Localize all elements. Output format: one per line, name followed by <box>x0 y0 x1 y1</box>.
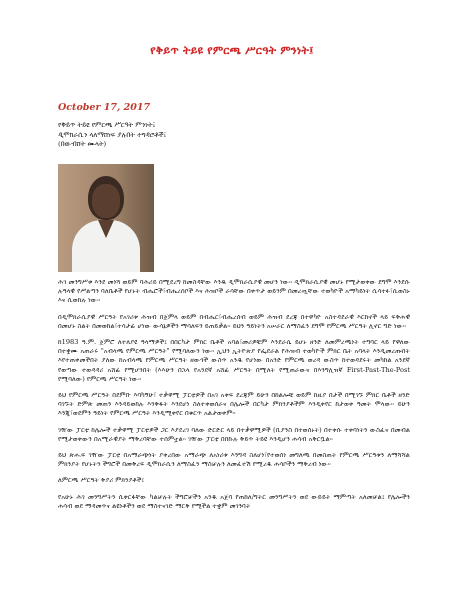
section-heading: ለምርጫ ሥርዓት ቅያሪ ምክንያቶች፤ <box>58 476 145 485</box>
paragraph: ይህ የምርጫ ሥርዓት በደምቡ እባካኝሁ፣ ተቃዋሚ ፓርቲዎች በአገ አቀፍ ደረጃም ይሁን በከልሎቹ ወይም ከዚያ በታች በሚገኙ ምክር ቤቶች ዘንድ ባገኙት ድምጽ መጠን እንዳይወከሉ እንቅፋት እንደሆነ ስለተቀወሰራና በሌሎች በርካታ ምክንያቶችም እንዲቀየር ከታወቀ ዓመት ሞላው፡፡ ይሁን እንጂ፣ወደምን ዓይነት የምርጫ ሥርዓት እንዲሚቀየር በቁርጥ አልታወቀም፡፡ <box>58 391 410 418</box>
meta-line-title: የቅይጥ ትይዩ የምርጫ ሥርዓት ምንነት፤ <box>58 121 156 129</box>
document-title: የቅይጥ ትይዩ የምርጫ ሥርዓት ምንነት፤ <box>150 44 314 57</box>
paragraph: በዲሞክራሲያዊ ሥርዓት የአገሪቱ ሕዝብ በጀምላ ወይም በብሔር፣ብሔረሰብ ወይም ሕዝብ ደረጃ በተዋካዮ አስተዳደራዊ እርከኖች ላይ ፍቅሐዊ በመሆኑ ስልት በመወከል፣ተሳታፊ ሆነው ውሳኔዎችን ማሳለፍን ይጠይቃል፡፡ ይህን ዓይነትን አሠራር ለማስፈን ደግሞ የምርጫ ሥርዓት ሊኖር ግድ ነው፡፡ <box>58 312 410 330</box>
paragraph: ገዥው ፓርቲ ከሌሎች ተቃዋሚ ፓርቲዎች ጋር እያደረገ ባለው ድርድር ላይ በተቃዋሚዎች (ቢያንስ በተወሰኑት) በተቀሱ ተቀባነትን ውስፈና በመብል የሚታወቀውን በአሚራዊያት ማቅረባቸው ተሰምቷል፡፡ ገዥው ፓርቲ በበኩሉ ቅይጥ ትይዩ እንዲሆን ሐሳብ አቅርቧል፡፡ <box>58 425 410 443</box>
meta-line-subtitle: ዲሞክራሲን ላለማሸነፍ ያሉበት ተግዳሮቶች፤ <box>58 130 167 139</box>
paragraph: ከ1983 ዓ.ም. ጀምሮ ለተለያዩ ዓላማዎች፤ በበርካታ ምክር ቤቶች አባል፣መሪዎቹም እንደራሴ ይሆኑ ዘንድ ለመምረጫነት ተግባር ላይ የዋለው በተቋሙ አጠራሩ "አብላጫ የምርጫ ሥርዓት" የሚባለውን ነው፡፡ ኢህን ኢትዮጵያ የፌደራል የሕዝብ ተወካዮች ምክር ቤት አባላት እንዲመረጡበት እየተጠቀመችበት ያለው ከአብላጫ የምርጫ ሥርዓት ዘውጎች ውስጥ አንዱ የሆነው በአንድ የምርጫ ወረዳ ውስጥ ከተወዳደሩት መካከል አንደኛ የወጣው ተወዳዳሪ አሸፊ የሚሆንበት (እእሁን በኋላ የአንደኛ አሸፊ ሥርዓት በሚለት የሚጠራውና በእንግሊዝኛ First-Past-The-Post የሚባለው) የምርጫ ሥርዓት ነው፡፡ <box>58 338 410 383</box>
article-meta <box>58 121 166 150</box>
meta-line-author: (በውብሸት ሙላት) <box>58 140 107 148</box>
author-photo <box>58 164 154 272</box>
post-date: October 17, 2017 <box>58 102 151 113</box>
paragraph: ይህ ጽሑፍ ገዥው ፓርቲ በአማራጭነት ያቀረበው አማራጭ ለአነሪቱ እንግዳ ስለሆነ፣የተወሰነ መግለጫ በመስጠት የምርጫ ሥርዓቱን ለማሻሻል ምክንያት የሆኑትን ችግሮች በመቅረፍ ዲሞክራሲን ለማስፈን ማስቻሉን ለመፈተሽ የሚረዱ ሐሳቦችን ማቅረብ ነው፡፡ <box>58 451 410 469</box>
paragraph: የአሁኑ ሕገ መንግሥትን ሲቀርፋቸው ካልቻሉት ችግሮቻችን አንዱ አጀባ የጠከለ/ግትር መንግሥትን ወደ ውይይት ማምጣት አለመቻል፤ የሌሎችን ሐሳብ ወደ ማዳመጥና ልዩነቶችን ወደ ማስተናገድ ማርቅ የሚችል ተቋም መገንባት <box>58 492 410 510</box>
paragraph: ሕገ መንግሥቱ እንደ መነሻ ወይም ባሕሪይ በሚደረግ ከመስዳቸው እንዱ ዲሞክራሲያዊ መሆን ነው፡፡ ዲሞክራሲያዊ መሆኑ የሚታወቀው ደግሞ እንደሱ ሉዓላዊ የሥልጣን ባለቤቶች የሆኑት ብሔሮች፣ብሔረሰቦች እና ሕዝቦች ራሳቸው በቀጥታ ወይንም በመረጧቸው ተወካዮች አማካይነት ሲሳተፉ፣ሲወስኑ እና ሲወከሉ ነው፡፡ <box>58 278 410 305</box>
article-body <box>58 278 410 518</box>
